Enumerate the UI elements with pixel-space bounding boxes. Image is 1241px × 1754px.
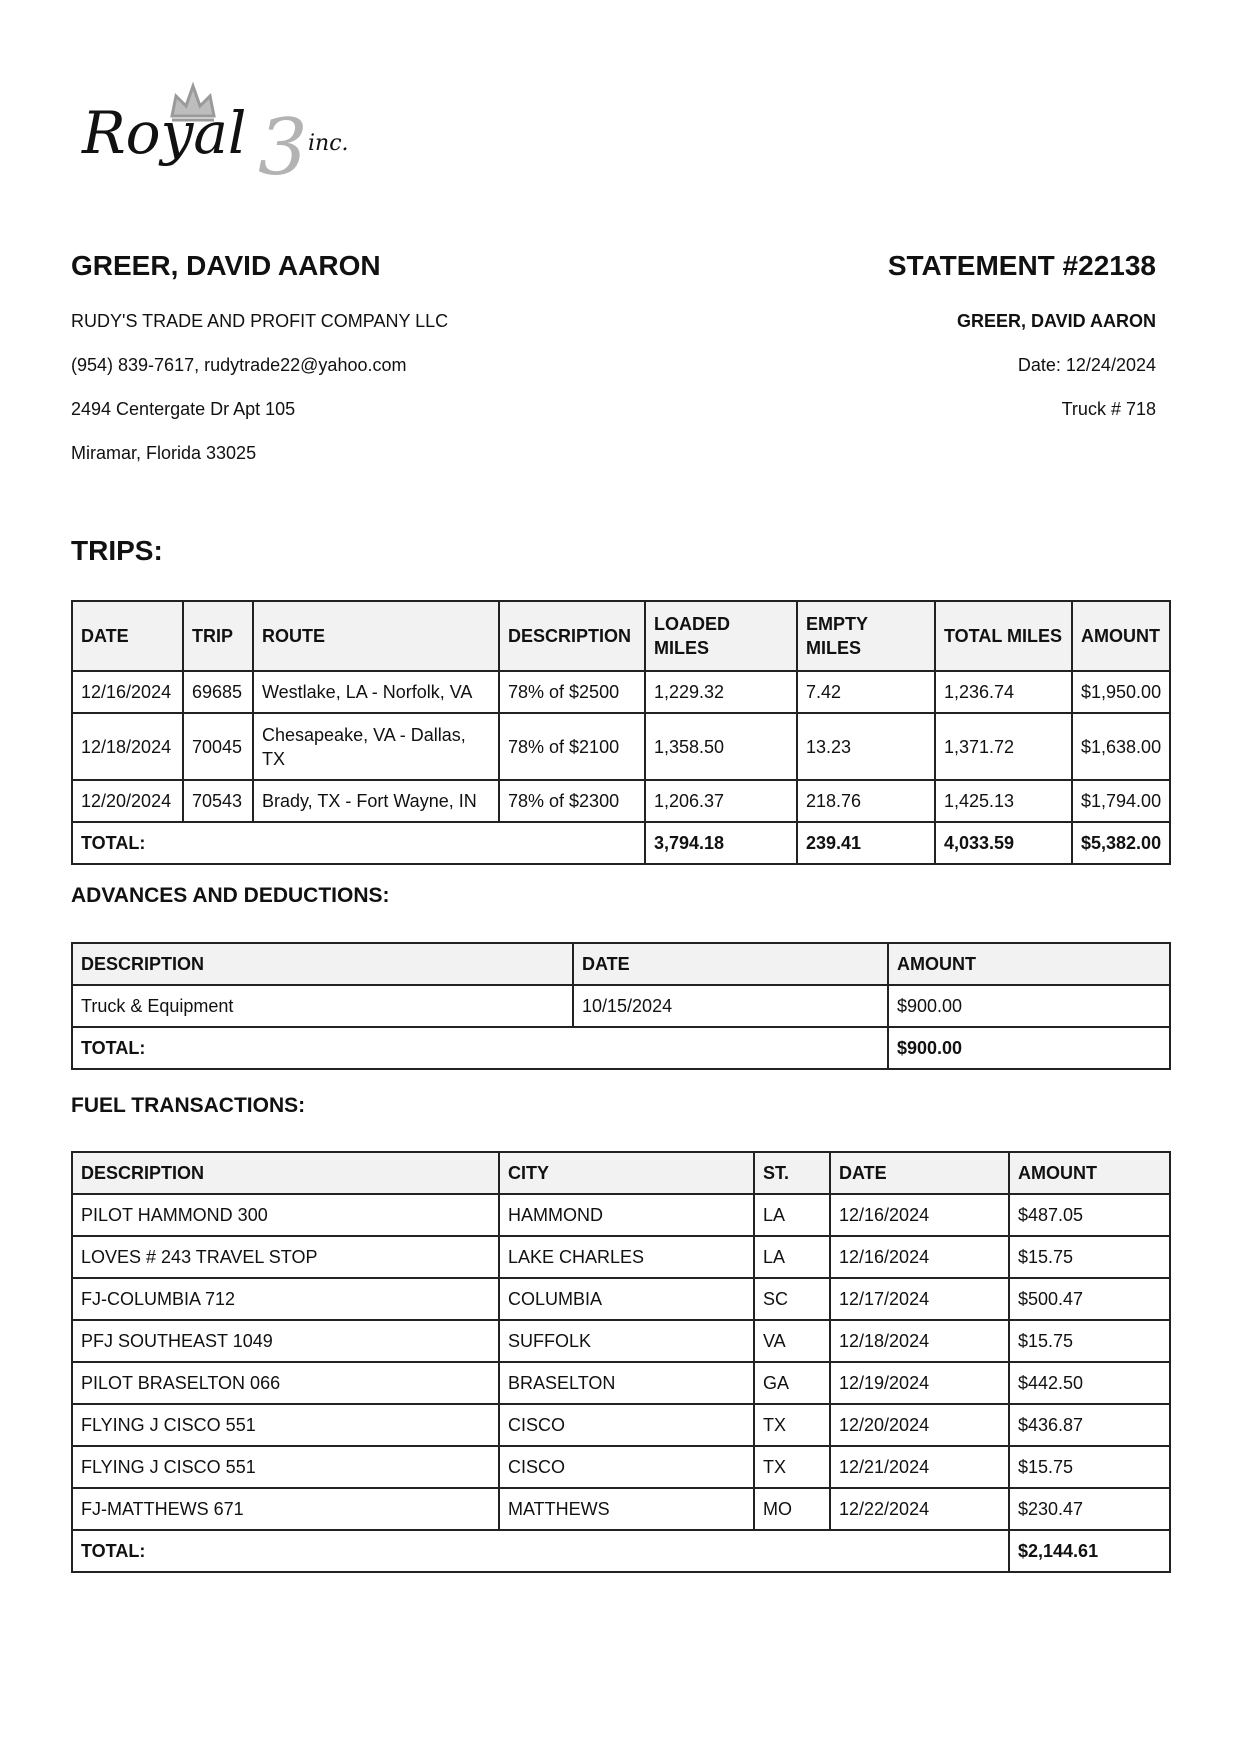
table-cell: 13.23: [797, 713, 935, 780]
company-name: RUDY'S TRADE AND PROFIT COMPANY LLC: [71, 311, 449, 331]
col-header: DESCRIPTION: [72, 1152, 499, 1194]
col-header: DESCRIPTION: [72, 943, 573, 985]
table-cell: 70045: [183, 713, 253, 780]
trips-total-row: [72, 822, 1170, 864]
table-cell: PILOT HAMMOND 300: [72, 1194, 499, 1236]
total-loaded-miles: 3,794.18: [645, 822, 797, 864]
table-cell: 12/16/2024: [830, 1194, 1009, 1236]
table-cell: TX: [754, 1404, 830, 1446]
total-label: TOTAL:: [72, 1027, 888, 1069]
trips-table: [71, 600, 1171, 865]
total-label: TOTAL:: [72, 822, 645, 864]
table-cell: $436.87: [1009, 1404, 1170, 1446]
statement-date: Date: 12/24/2024: [1017, 355, 1156, 375]
col-header: ST.: [754, 1152, 830, 1194]
col-header: DATE: [72, 601, 183, 671]
total-label: TOTAL:: [72, 1530, 1009, 1572]
contact-info: (954) 839-7617, rudytrade22@yahoo.com: [71, 355, 407, 375]
table-row: [72, 671, 1170, 713]
table-cell: 10/15/2024: [573, 985, 888, 1027]
table-cell: LA: [754, 1236, 830, 1278]
table-row: [72, 1362, 1170, 1404]
table-cell: FLYING J CISCO 551: [72, 1404, 499, 1446]
col-header: ROUTE: [253, 601, 499, 671]
table-cell: CISCO: [499, 1404, 754, 1446]
table-cell: MO: [754, 1488, 830, 1530]
col-header: CITY: [499, 1152, 754, 1194]
table-cell: GA: [754, 1362, 830, 1404]
advances-total-row: [72, 1027, 1170, 1069]
table-cell: 12/18/2024: [72, 713, 183, 780]
table-cell: 70543: [183, 780, 253, 822]
col-header: AMOUNT: [888, 943, 1170, 985]
fuel-header-row: [72, 1152, 1170, 1194]
total-amount: $5,382.00: [1072, 822, 1170, 864]
table-cell: MATTHEWS: [499, 1488, 754, 1530]
col-header: DATE: [830, 1152, 1009, 1194]
table-cell: 1,206.37: [645, 780, 797, 822]
statement-driver-name: GREER, DAVID AARON: [956, 311, 1156, 331]
table-cell: PILOT BRASELTON 066: [72, 1362, 499, 1404]
table-row: [72, 1236, 1170, 1278]
table-cell: 1,371.72: [935, 713, 1072, 780]
table-cell: 1,358.50: [645, 713, 797, 780]
fuel-table: [71, 1151, 1171, 1573]
table-cell: LAKE CHARLES: [499, 1236, 754, 1278]
col-header: TOTAL MILES: [935, 601, 1072, 671]
table-cell: 12/16/2024: [72, 671, 183, 713]
table-cell: $15.75: [1009, 1446, 1170, 1488]
table-cell: 78% of $2100: [499, 713, 645, 780]
advances-title: ADVANCES AND DEDUCTIONS:: [71, 884, 390, 907]
table-cell: $1,794.00: [1072, 780, 1170, 822]
table-cell: VA: [754, 1320, 830, 1362]
table-cell: 12/17/2024: [830, 1278, 1009, 1320]
address-line-1: 2494 Centergate Dr Apt 105: [71, 399, 296, 419]
table-cell: LA: [754, 1194, 830, 1236]
total-amount: $900.00: [888, 1027, 1170, 1069]
table-cell: COLUMBIA: [499, 1278, 754, 1320]
table-cell: BRASELTON: [499, 1362, 754, 1404]
table-row: [72, 1320, 1170, 1362]
table-cell: 12/20/2024: [72, 780, 183, 822]
logo-numeral: 3: [258, 103, 308, 190]
table-cell: Truck & Equipment: [72, 985, 573, 1027]
table-cell: 12/22/2024: [830, 1488, 1009, 1530]
fuel-title: FUEL TRANSACTIONS:: [71, 1094, 306, 1117]
col-header: LOADED MILES: [645, 601, 797, 671]
table-row: [72, 780, 1170, 822]
table-cell: FLYING J CISCO 551: [72, 1446, 499, 1488]
table-cell: 7.42: [797, 671, 935, 713]
table-cell: $15.75: [1009, 1320, 1170, 1362]
col-header: EMPTY MILES: [797, 601, 935, 671]
table-cell: FJ-MATTHEWS 671: [72, 1488, 499, 1530]
table-row: [72, 985, 1170, 1027]
total-empty-miles: 239.41: [797, 822, 935, 864]
table-cell: $487.05: [1009, 1194, 1170, 1236]
table-cell: Westlake, LA - Norfolk, VA: [253, 671, 499, 713]
fuel-total-row: [72, 1530, 1170, 1572]
table-cell: 12/21/2024: [830, 1446, 1009, 1488]
table-cell: Chesapeake, VA - Dallas, TX: [253, 713, 499, 780]
table-cell: $442.50: [1009, 1362, 1170, 1404]
company-logo: [80, 78, 380, 190]
table-cell: $1,950.00: [1072, 671, 1170, 713]
table-cell: LOVES # 243 TRAVEL STOP: [72, 1236, 499, 1278]
table-cell: $500.47: [1009, 1278, 1170, 1320]
table-row: [72, 1278, 1170, 1320]
total-amount: $2,144.61: [1009, 1530, 1170, 1572]
table-cell: PFJ SOUTHEAST 1049: [72, 1320, 499, 1362]
advances-header-row: [72, 943, 1170, 985]
trips-header-row: [72, 601, 1170, 671]
table-cell: FJ-COLUMBIA 712: [72, 1278, 499, 1320]
table-cell: $900.00: [888, 985, 1170, 1027]
table-cell: HAMMOND: [499, 1194, 754, 1236]
address-line-2: Miramar, Florida 33025: [71, 443, 257, 463]
table-cell: SC: [754, 1278, 830, 1320]
table-cell: CISCO: [499, 1446, 754, 1488]
table-cell: 1,229.32: [645, 671, 797, 713]
table-cell: 12/20/2024: [830, 1404, 1009, 1446]
logo-wordmark: Royal: [82, 99, 247, 167]
table-cell: 1,236.74: [935, 671, 1072, 713]
table-cell: 12/18/2024: [830, 1320, 1009, 1362]
driver-name: GREER, DAVID AARON: [71, 250, 381, 281]
advances-table: [71, 942, 1171, 1070]
col-header: DESCRIPTION: [499, 601, 645, 671]
table-row: [72, 1404, 1170, 1446]
col-header: AMOUNT: [1072, 601, 1170, 671]
total-miles: 4,033.59: [935, 822, 1072, 864]
table-cell: 218.76: [797, 780, 935, 822]
table-cell: TX: [754, 1446, 830, 1488]
logo-suffix: inc.: [308, 131, 349, 156]
table-cell: $230.47: [1009, 1488, 1170, 1530]
table-cell: 69685: [183, 671, 253, 713]
trips-title: TRIPS:: [71, 535, 163, 566]
table-cell: SUFFOLK: [499, 1320, 754, 1362]
statement-title: STATEMENT #22138: [887, 250, 1156, 281]
table-cell: 78% of $2500: [499, 671, 645, 713]
col-header: AMOUNT: [1009, 1152, 1170, 1194]
table-row: [72, 713, 1170, 780]
table-row: [72, 1194, 1170, 1236]
table-row: [72, 1488, 1170, 1530]
col-header: TRIP: [183, 601, 253, 671]
table-cell: Brady, TX - Fort Wayne, IN: [253, 780, 499, 822]
table-cell: 78% of $2300: [499, 780, 645, 822]
col-header: DATE: [573, 943, 888, 985]
table-cell: 1,425.13: [935, 780, 1072, 822]
table-row: [72, 1446, 1170, 1488]
table-cell: 12/19/2024: [830, 1362, 1009, 1404]
truck-number: Truck # 718: [1061, 399, 1156, 419]
table-cell: $15.75: [1009, 1236, 1170, 1278]
table-cell: $1,638.00: [1072, 713, 1170, 780]
table-cell: 12/16/2024: [830, 1236, 1009, 1278]
